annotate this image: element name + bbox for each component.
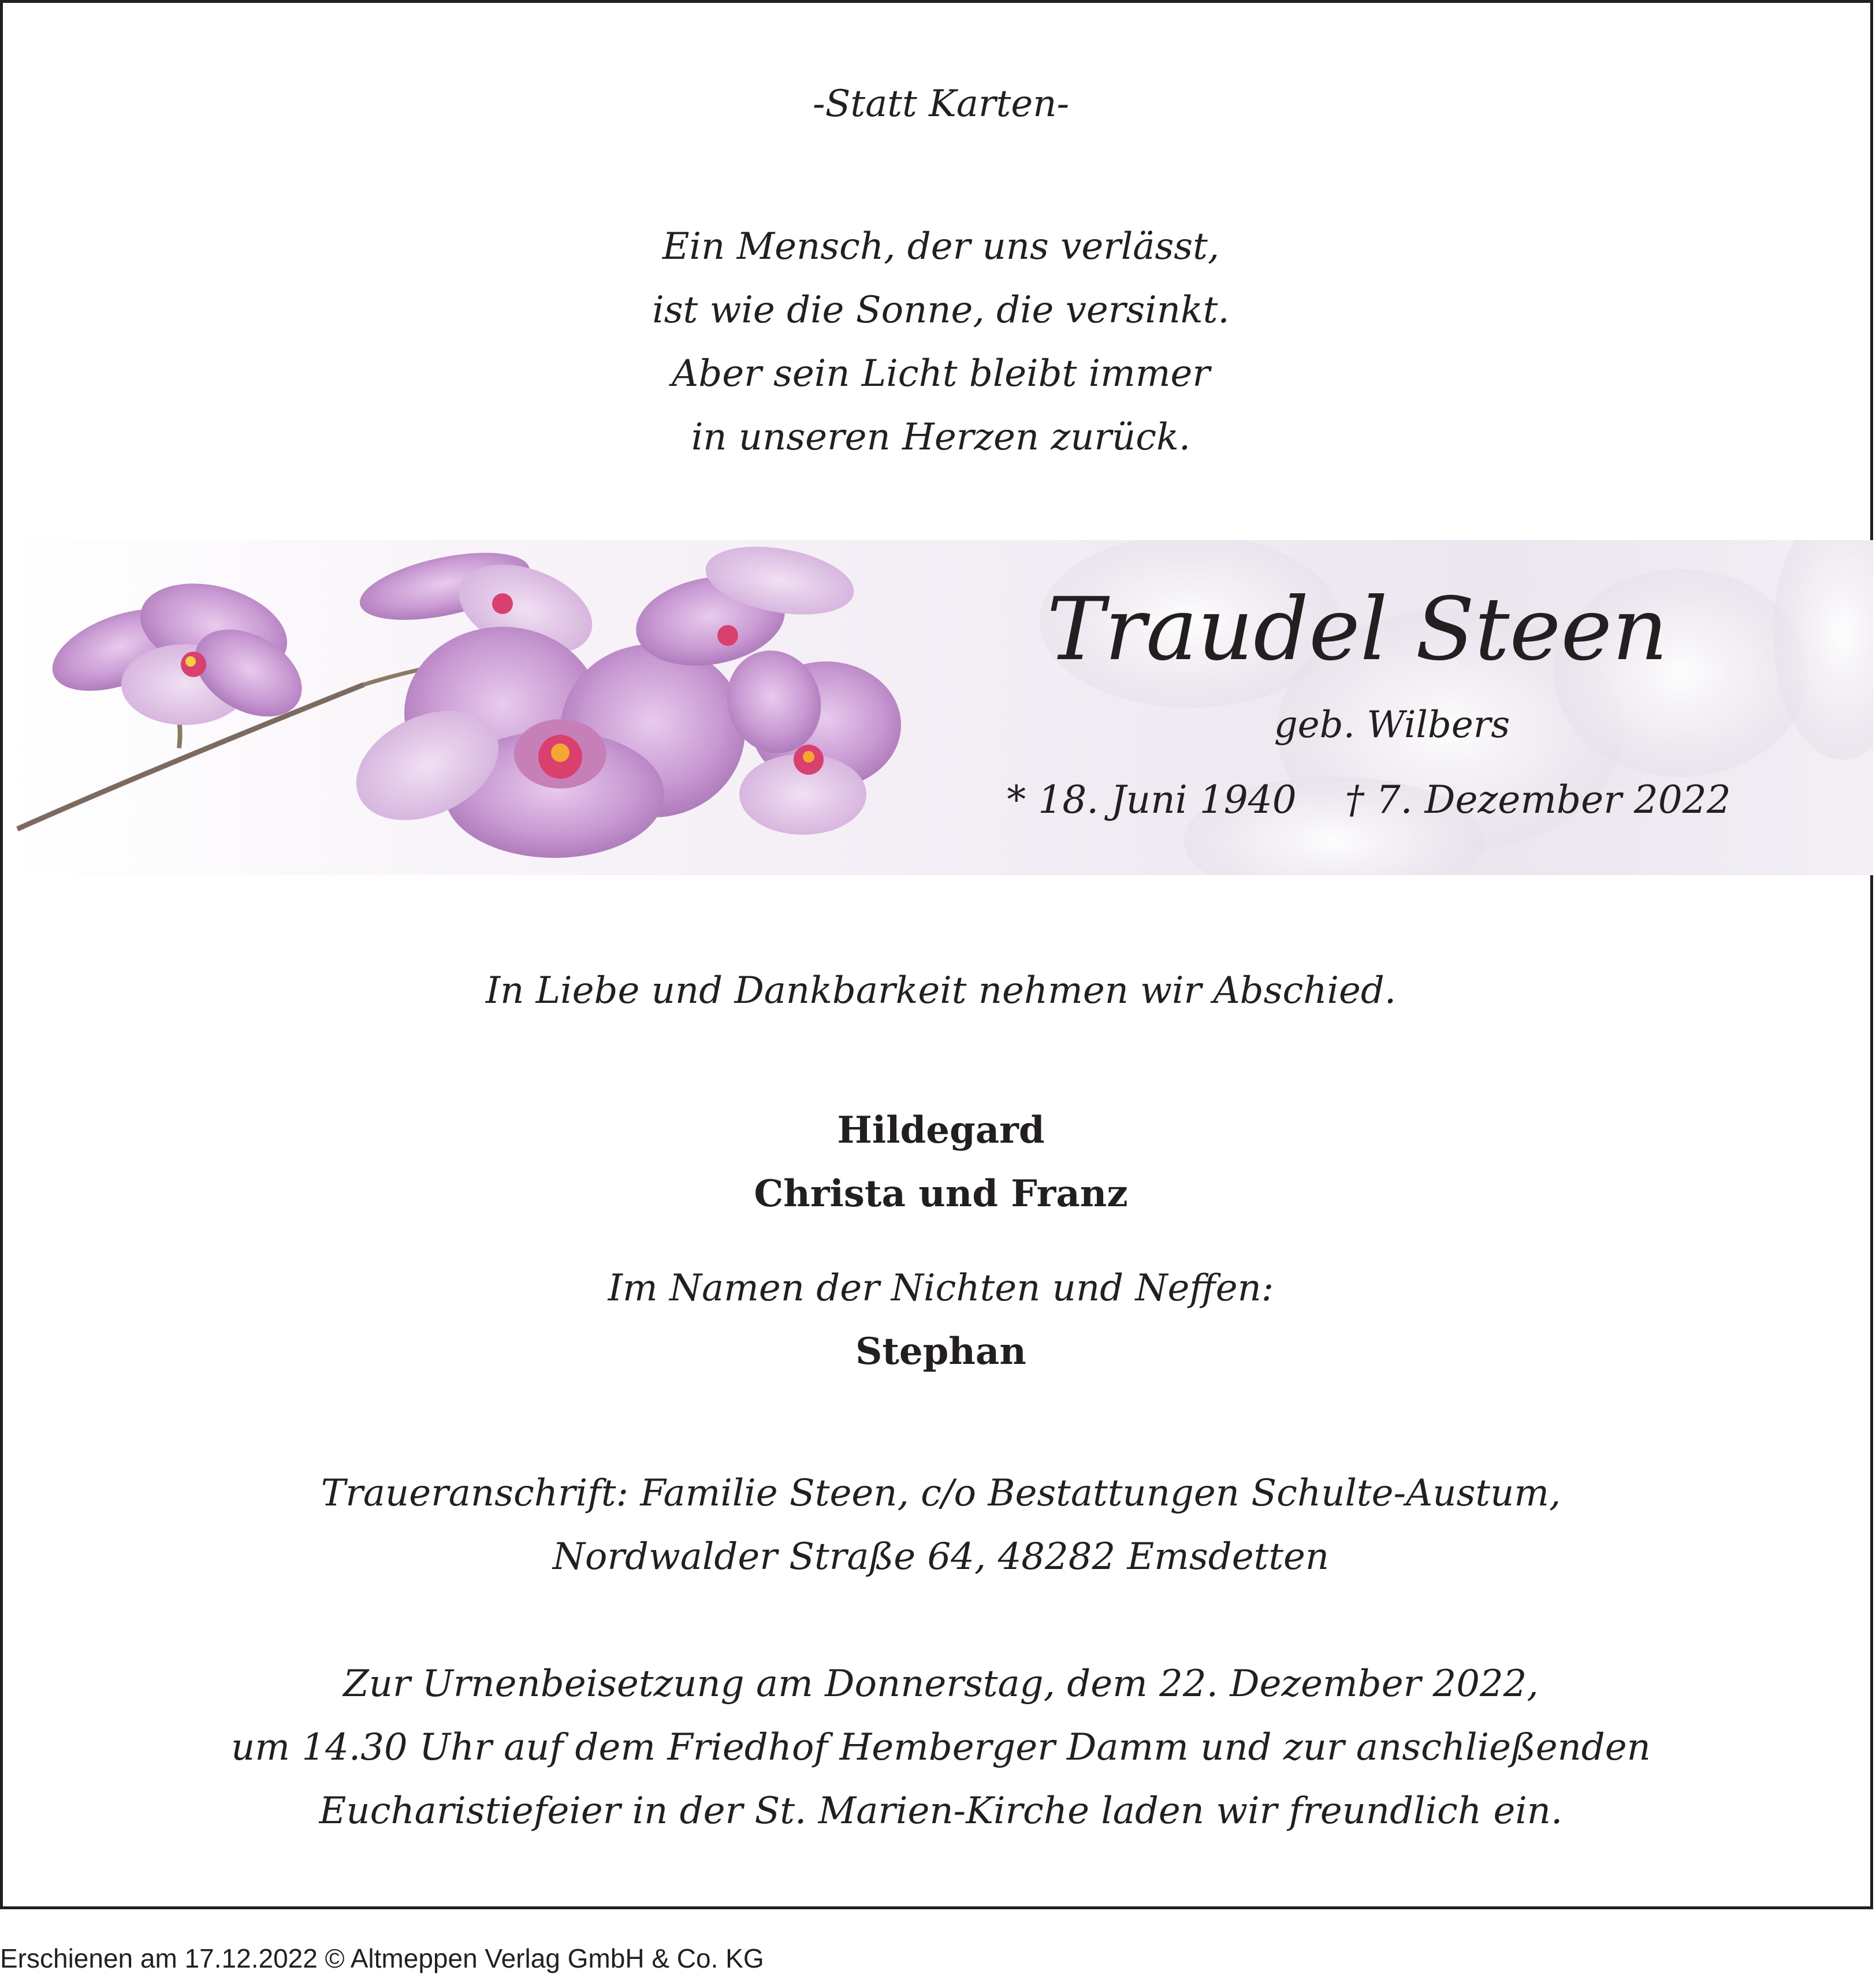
ceremony-line-1: Zur Urnenbeisetzung am Donnerstag, dem 22. Dezember 2022, [343,1663,1539,1705]
mourner-name-1: Hildegard [837,1109,1045,1152]
mourner-name-2: Christa und Franz [754,1172,1128,1215]
deceased-name: Traudel Steen [1047,579,1668,680]
poem-line-3: Aber sein Licht bleibt immer [672,352,1210,395]
life-dates: * 18. Juni 1940 † 7. Dezember 2022 [1007,778,1731,822]
address-line-2: Nordwalder Straße 64, 48282 Emsdetten [552,1535,1330,1578]
poem-line-4: in unseren Herzen zurück. [691,416,1191,459]
ceremony-line-2: um 14.30 Uhr auf dem Friedhof Hemberger Damm und zur anschließenden [231,1726,1651,1769]
orchid-banner [6,540,1873,875]
statt-karten-text: -Statt Karten- [812,83,1070,125]
farewell-text: In Liebe und Dankbarkeit nehmen wir Abschied. [485,969,1397,1012]
publication-footer: Erschienen am 17.12.2022 © Altmeppen Verlag GmbH & Co. KG [0,1943,764,1973]
poem-line-2: ist wie die Sonne, die versinkt. [652,289,1230,332]
mourner-name-3: Stephan [855,1330,1026,1373]
ceremony-line-3: Eucharistiefeier in der St. Marien-Kirche laden wir freundlich ein. [319,1790,1563,1832]
poem-line-1: Ein Mensch, der uns verlässt, [662,225,1220,268]
on-behalf-text: Im Namen der Nichten und Neffen: [608,1267,1274,1310]
address-line-1: Traueranschrift: Familie Steen, c/o Bestattungen Schulte-Austum, [321,1472,1561,1515]
maiden-name: geb. Wilbers [1274,704,1510,746]
